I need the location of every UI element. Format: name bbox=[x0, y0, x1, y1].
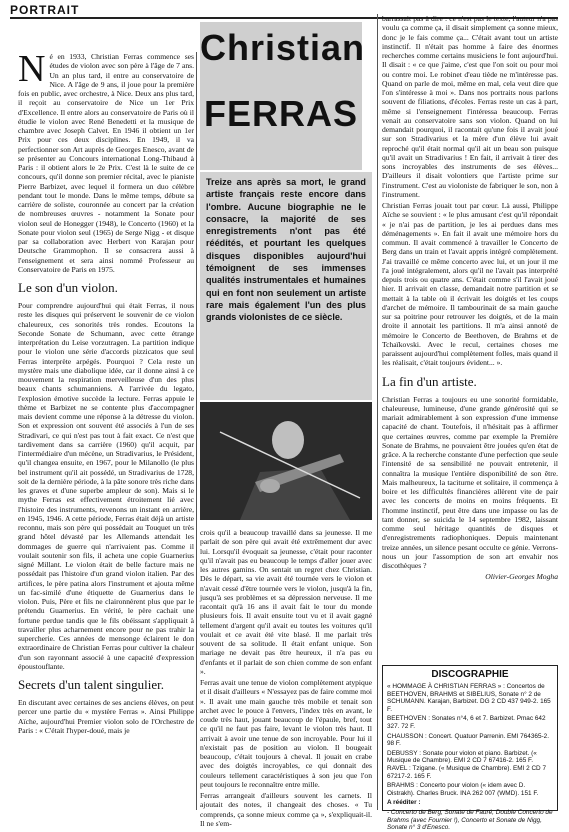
paragraph: Pour comprendre aujourd'hui qui était Ferras, il nous reste les disques qui préservent le souvenir de ce violon chaleureux, ces sonorités très rondes. Ecoutons la Seconde Sonate de Schumann, avec cette étrange interprétation du Leise vorzutragen. La partition indique pour le violon une série d'accords pizzicatos que seul Ferras interprète arpégés. Pourquoi ? Cela reste un mystère mais une diabolique idée, car il donne ainsi à ce mouvement la respiration merveilleuse d'un des plus beaux chants schumanniens. A l'arrivée du legato, l'explosion émotive succède la lecture. Ferras appuie le thème et Barbizet ne se contente plus d'accompagner mais devient comme une réponse à la détresse du violon. Son et expression ont souvent été associés à l'un de ses Stradivari, ce qui n'est pas tout à fait exact. Ce n'est que tardivement dans sa carrière (1960) qu'il acquit, par l'intermédiaire d'un mécène, un Stradivarius, le Président, qu'il changea ensuite, en 1967, pour le Milanollo (le plus bel instrument qu'il ait possédé, un Stradivarius de 1728, soit de la dernière période, à la pâte sonore très riche dans les graves et d'une superbe ampleur de son). Mais si le mythe Ferras est effectivement étroitement lié avec l'histoire des instruments, revenons un instant en arrière, en 1945, 1946. A cette période, Ferras était déjà un artiste reconnu, mais son père qui possédait au Touquet un très grand hôtel dévasté par les Allemands attendait les dommages de guerre qui n'arrivaient pas. Comme il voulait soutenir son fils, il acheta une copie Guarnerius signé Millant. Le violon était de belle facture mais ne possédait pas l'histoire d'un grand violon italien. Par des artifices, le père patina alors l'instrument et ajouta même un fac-similé d'une étiquette de Guarnerius dans le violon. Puis, Père et fils ne claironnèrent plus que par le prétendu Guarnerius. En vérité, le père cachait une fortune perdue tandis que le fils obéissant s'appliquait à travailler plus acharnement encore pour ne pas trahir la supercherie. Ces années de mensonge éclairent le don extraordinaire de Christian Ferras pour cultiver la chaleur d'un son rayonnant associé à une capacité d'expression époustouflante. bbox=[18, 301, 194, 671]
paragraph: crois qu'il a beaucoup travaillé dans sa jeunesse. Il me parlait de son père qui avait été extrêmement dur avec lui. Lorsqu'il évoquait sa jeunesse, c'était pour raconter qu'il n'avait pas eu beaucoup le temps d'aller jouer avec les autres gamins. On sentait un regret chez Christian. Dès le départ, sa vie avait été tournée vers le violon et n'avait cessé d'être tournée vers le violon, jusqu'à la fin, jusqu'à ses problèmes et sa dépression nerveuse. Il me racontait qu'à 16 ans il avait fait le tour du monde plusieurs fois. Il avait ensuite tout vu et il avait gagné tellement d'argent qu'il avait eu toutes les voitures qu'il voulait et ce avait été vite blasé. Il me parlait très souvent de sa solitude. Il était enfant unique. Son mariage ne devait pas être heureux, il n'a pas eu d'enfants et il parlait de son chien comme de son enfant ». bbox=[200, 528, 372, 676]
reissue-text: - Concerto de Berg, Sonate de Fauré, Double Concerto de Brahms (avec Fournier !), Concerto et Sonate de Nigg, Sonate n° 3 d'Enesco. bbox=[387, 808, 553, 832]
column-divider bbox=[377, 14, 378, 810]
paragraph: é en 1933, Christian Ferras commence ses études de violon avec son père à l'âge de 7 ans. Un an plus tard, il entre au conservatoire de Nice. A l'âge de 9 ans, il joue pour la première fois en public, avec orchestre, à Nice. Deux ans plus tard, il reçoit au conservatoire de Nice un 1er Prix d'Excellence. Il entre alors au conservatoire de Paris où il étudie le violon avec René Benedetti et la musique de chambre avec Joseph Calvet. En 1946 il obtient un 1er Prix pour ces deux disciplines. En 1949, il va perfectionner son Art auprès de Georges Enesco, avant de se présenter au Concours international Long-Thibaud à Paris : il obtient alors le 2e Prix. C'est là le suite de ce concours, qu'il donne son premier récital, avec le pianiste Pierre Barbizet, avec lequel il formera un duo célèbre pendant tout le monde. Dans le même temps, débute sa carrière de soliste, couronnée au concert par la création de nombreuses œuvres - notamment la Sonate pour violon seul de Honegger (1948), le Concerto (1960) et la Sonate pour violon seul (1965) de Serge Nigg - et disque par sa collaboration avec Herbert von Karajan pour Deutsche Grammophon. Il se consacrera aussi à l'enseignement et sera ainsi nommé Professeur au Conservatoire de Paris en 1975. bbox=[18, 52, 194, 274]
paragraph: En discutant avec certaines de ses anciens élèves, on peut percer une partie du « mystère Ferras ». Ainsi Philippe Aïche, aujourd'hui Premier violon solo de l'Orchestre de Paris : « C'était l'hyper-doué, mais je bbox=[18, 698, 194, 735]
subheading: Le son d'un violon. bbox=[18, 280, 118, 295]
column-left bbox=[18, 48, 194, 735]
column-divider bbox=[196, 52, 197, 810]
paragraph: barrassait pas à dire : ce n'est pas le texte, l'auteur n'a pas voulu ça comme ça, il disait simplement ça sonne mieux, donc je le fais comme ça... C'était avant tout un artiste instinctif. Il n'était pas homme à faire des énormes recherches comme certains musiciens le font aujourd'hui. Il disait : « ce que j'aime, c'est que l'on soit ou pour moi ou contre moi. Le robinet d'eau tiède ne m'intéresse pas. Quand on parle de moi, même en mal, cela veut dire que l'on s'intéresse à moi ». Dans nos portraits nous parlons souvent de filiations, d'écoles. Ferras reste un cas à part, même si l'enseignement l'intéressa beaucoup. Ferras venait au conservatoire sans son violon. Quand on lui demandait pourquoi, il racontait qu'une fois il avait joué sur son Stradivarius et la mère d'un élève lui avait reproché qu'il était normal qu'il ait un beau son puisque qu'il avait un Stradivarius ! En fait, il arrivait à tirer des sons incroyables des instruments de ses élèves... D'ailleurs il disait volontiers que l'artiste prime sur l'instrument. C'est au violoniste de fabriquer le son, non à l'instrument. bbox=[382, 14, 558, 199]
subheading: Secrets d'un talent singulier. bbox=[18, 677, 165, 692]
discography-item: DEBUSSY : Sonate pour violon et piano. Barbizet. (« Musique de Chambre). EMI 2 CD 7 67416-2. 165 F. RAVEL : Tzigane. (« Musique de Chambre). EMI 2 CD 7 67217-2. 165 F. bbox=[387, 749, 547, 780]
reissue-heading: A rééditer : bbox=[387, 799, 421, 807]
article-title-last: FERRAS bbox=[203, 93, 358, 134]
paragraph: Christian Ferras jouait tout par cœur. Là aussi, Philippe Aïche se souvient : « le plus amusant c'est qu'il répondait « je n'ai pas de partition, je les ai perdues dans mes déménagements ». En fait il avait une mémoire hors du commun. Il avait commencé à travailler le Concerto de Berg dans un train et l'avait appris intégré complètement. J'ai travaillé ce même concerto avec lui, et un jour il me l'a joué intégralement, alors qu'il ne l'avait pas interprété depuis trois ou quatre ans. C'était comme s'il l'avait joué hier. Il arrivait en classe, demandait notre partition et se mettait à la table où il écrivait les doigtés et les coups d'archet de mémoire. Il tambourinait de sa main gauche sur sa poitrine pour retrouver les doigtés, et de la main droite il annotait les partitions. Il m'a ainsi annoté de mémoire le Concerto de Beethoven, de Brahms et de Tchaïkovski. Avec le recul, certaines choses me paraissent aujourd'hui complètement folles, mais quand il les réalisait, c'était toujours évident... ». bbox=[382, 201, 558, 368]
subheading: La fin d'un artiste. bbox=[382, 373, 477, 389]
violinist-illustration bbox=[200, 402, 372, 520]
column-middle bbox=[200, 528, 372, 828]
section-tag: PORTRAIT bbox=[10, 3, 83, 17]
discography-item: BEETHOVEN : Sonates n°4, 6 et 7. Barbizet. Pmac 642 327. 72 F. bbox=[387, 715, 546, 730]
author-signature: Olivier-Georges Mogha bbox=[485, 572, 558, 582]
drop-cap: N bbox=[18, 48, 46, 90]
discography-item: « HOMMAGE À CHRISTIAN FERRAS » : Concertos de BEETHOVEN, BRAHMS et SIBELIUS, Sonate n° 2 de SCHUMANN. Karajan, Barbizet. DG 2 CD 437 949-2. 165 F. bbox=[387, 683, 551, 713]
discography-title: DISCOGRAPHIE bbox=[431, 669, 509, 680]
paragraph: Ferras arrangeait d'ailleurs souvent les carnets. Il ajoutait des notes, il changeait des choses. « Tu comprends, ça sonne mieux comme ça », s'expliquait-il. Il ne s'em- bbox=[200, 791, 372, 828]
column-right bbox=[382, 14, 558, 581]
discography-box bbox=[382, 665, 558, 832]
intro-text: Treize ans après sa mort, le grand artiste français reste encore dans l'ombre. Aucune biographie ne le consacre, la majorité de ses enregistrements n'ont pas été réédités, et pourtant les quelques disques disponibles aujourd'hui témoignent de ses immenses qualités instrumentales et humaines qui en font non seulement un artiste rare mais également l'un des plus grands violonistes de ce siècle. bbox=[206, 177, 366, 323]
discography-item: BRAHMS : Concerto pour violon (« idem avec D. Oistrakh). Charles Bruck. INA 262 007 (WMD). 151 F. bbox=[387, 782, 539, 797]
paragraph: Christian Ferras a toujours eu une sonorité formidable, chaleureuse, lumineuse, d'une grande générosité qui se mariait admirablement à son expression d'une immense capacité de chant. Toutefois, il n'hésitait pas à affirmer que certaines œuvres, comme par exemple la Première Sonate de Brahms, ne pouvaient être jouées qu'en état de grâce. A la recherche constante d'une perfection que seule l'intensité de sa sensibilité ne pouvait entretenir, il connaîtra la musique l'entière disponibilité de son être. Mais malheureux, la taciturne et solitaire, il commença à boire et les difficultés financières allèrent vite de pair avec les concerts de moins en moins fréquents. Et l'homme instinctif, peut être dans une impasse ou las de tant donner, se suicida le 14 septembre 1982, laissant comme seul héritage quantités de disques et d'enregistrements radiophoniques. Depuis maintenant treize années, un silence pesant occulte ce génie. Verrons-nous un jour l'assomption de son art envahir nos discothèques ? bbox=[382, 394, 558, 570]
discography-item: CHAUSSON : Concert. Quatuor Parrenin. EMI 764365-2. 98 F. bbox=[387, 732, 549, 748]
article-title-first: Christian bbox=[200, 27, 366, 68]
violinist-photo bbox=[200, 402, 372, 520]
paragraph: Ferras avait une tenue de violon complètement atypique et il disait d'ailleurs « N'essayez pas de faire comme moi ». Il avait une main gauche très mobile et tenait son archet avec le pouce à l'envers, l'index très en avant, le coude très haut, jouant beaucoup de l'épaule, bref, tout ce qu'il ne faut pas faire, levant le violon très haut. Il arrivait à avoir une tenue de son incroyable. Pour lui il n'existait pas de position au violon. Il bougeait beaucoup, c'était toujours à cheval. Il jouait en crabe avec des doigtés incroyables, ce qui donnait des couleurs tellement caractéristiques à son jeu que l'on peut toujours le reconnaître entre mille. bbox=[200, 678, 372, 789]
